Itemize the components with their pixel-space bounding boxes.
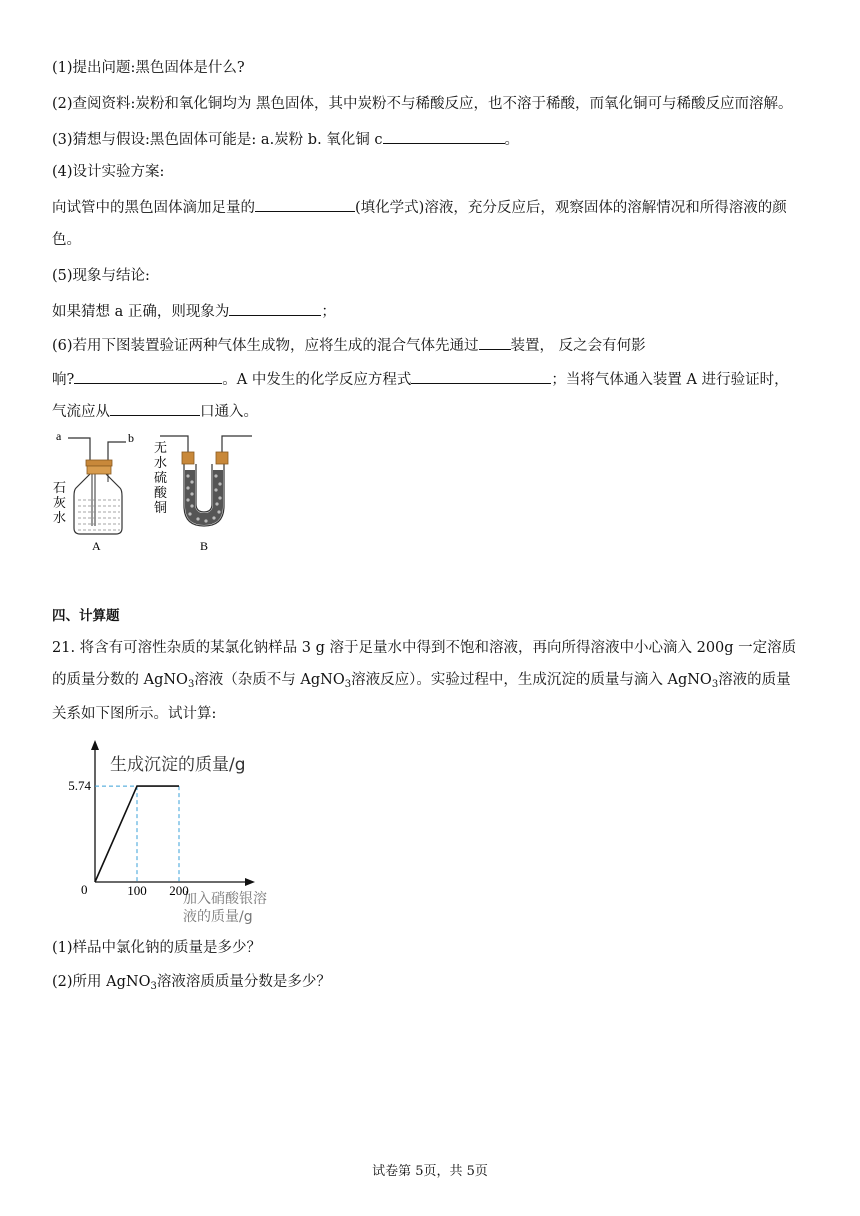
q21-line3: 关系如下图所示。试计算:: [52, 706, 217, 722]
bottle-label-1: 石: [53, 481, 67, 496]
bottle-label-2: 灰: [53, 496, 67, 511]
q20-step3: [52, 128, 519, 150]
u-tube-inner: [196, 464, 212, 512]
utube-label-2: 水: [154, 456, 168, 471]
x-axis-arrow: [245, 878, 255, 886]
q21-text-a: 的质量分数的 AgNO: [52, 672, 188, 688]
label-a: a: [56, 429, 62, 443]
q20-step3-end: 。: [504, 132, 520, 148]
q20-step6: [52, 334, 646, 356]
q20-step1: (1)提出问题:黑色固体是什么?: [52, 60, 245, 76]
u-tube: [160, 436, 252, 526]
answer-blank-inlet[interactable]: [110, 400, 200, 416]
utube-label-5: 铜: [154, 501, 168, 516]
q21-text-c: 溶液反应）。实验过程中，生成沉淀的质量与滴入 AgNO: [351, 672, 712, 688]
q21-line2: [52, 670, 791, 690]
caption-b: B: [200, 539, 209, 553]
q21-part2-text-a: (2)所用 AgNO: [52, 974, 151, 990]
answer-blank-equation[interactable]: [411, 368, 551, 384]
dashed-guides: [95, 786, 179, 882]
y-tick-5-74: 5.74: [68, 778, 91, 794]
q20-step4-line2: 色。: [52, 232, 81, 248]
q20-step6-text-a: (6)若用下图装置验证两种气体生成物，应将生成的混合气体先通过: [52, 338, 479, 354]
q21-text-b: 溶液（杂质不与 AgNO: [194, 672, 345, 688]
q20-step5: (5)现象与结论:: [52, 268, 150, 284]
copper-sulfate-fill: [185, 470, 223, 525]
q20-step2: (2)查阅资料:炭粉和氧化铜均为 黑色固体，其中炭粉不与稀酸反应，也不溶于稀酸，而氧化铜可与稀酸反应而溶解。: [52, 96, 793, 112]
bottle-label-3: 水: [53, 511, 67, 526]
q20-step4-line1: [52, 196, 787, 218]
subscript-3: 3: [187, 679, 195, 690]
y-axis-label: 生成沉淀的质量/g: [110, 755, 246, 775]
utube-label-1: 无: [154, 441, 168, 456]
utube-label-4: 酸: [154, 486, 168, 501]
q21-text-d: 溶液的质量: [718, 672, 791, 688]
q21-part2: [52, 972, 331, 992]
q21-line1: 21. 将含有可溶性杂质的某氯化钠样品 3 g 溶于足量水中得到不饱和溶液，再向所得溶液中小心滴入 200g 一定溶质: [52, 640, 797, 656]
stopper-bottom: [87, 466, 111, 474]
u-stopper-left: [182, 452, 194, 464]
page-footer: 试卷第 5页，共 5页: [372, 1164, 488, 1179]
inlet-tube-a: [68, 438, 90, 462]
stopper-top: [86, 460, 112, 466]
subscript-3: 3: [344, 679, 352, 690]
q20-step6-text-c: 响?: [52, 372, 75, 388]
subscript-3: 3: [150, 981, 157, 992]
q21-part1: (1)样品中氯化钠的质量是多少？: [52, 940, 262, 956]
outlet-tube-b: [108, 442, 126, 462]
q20-step5-text-b: ；: [321, 304, 336, 320]
q20-step6-text-g: 口通入。: [200, 404, 258, 420]
u-stopper-right: [216, 452, 228, 464]
origin-label: 0: [81, 882, 88, 897]
answer-blank-c[interactable]: [383, 128, 505, 144]
q20-step5-line1: [52, 300, 336, 322]
section-heading: 四、计算题: [52, 608, 120, 624]
q20-step5-text-a: 如果猜想 a 正确，则现象为: [52, 304, 230, 320]
x-axis-label-line1: 加入硝酸银溶: [183, 891, 267, 907]
caption-a: A: [92, 539, 101, 553]
x-axis-label-line2: 液的质量/g: [183, 909, 253, 925]
x-tick-100: 100: [127, 883, 147, 898]
q20-step3-text: (3)猜想与假设:黑色固体可能是: a.炭粉 b. 氧化铜 c: [52, 132, 383, 148]
q20-step6-text-b: 装置， 反之会有何影: [510, 338, 646, 354]
q20-step4-text-b: (填化学式)溶液，充分反应后，观察固体的溶解情况和所得溶液的颜: [355, 200, 787, 216]
q20-step6-text-e: ；当将气体通入装置 A 进行验证时，: [551, 372, 789, 388]
answer-blank-phenomenon[interactable]: [229, 300, 321, 316]
bottle-body: [74, 474, 122, 534]
utube-label-3: 硫: [154, 471, 168, 486]
answer-blank-device[interactable]: [479, 334, 511, 350]
y-axis-arrow: [91, 740, 99, 750]
q20-step6-line2: [52, 368, 789, 390]
q20-step4: (4)设计实验方案:: [52, 164, 165, 180]
q20-step6-text-f: 气流应从: [52, 404, 110, 420]
precipitate-chart: [40, 730, 330, 930]
q20-step4-text-a: 向试管中的黑色固体滴加足量的: [52, 200, 255, 216]
answer-blank-formula[interactable]: [255, 196, 355, 212]
washing-bottle: [68, 438, 126, 534]
q20-step6-text-d: 。A 中发生的化学反应方程式: [222, 372, 412, 388]
q20-step6-line3: [52, 400, 258, 422]
limewater-lines: [78, 500, 120, 530]
q21-part2-text-b: 溶液溶质质量分数是多少？: [156, 974, 331, 990]
subscript-3: 3: [711, 679, 719, 690]
apparatus-figure: [48, 426, 268, 554]
u-tube-right-pipe: [222, 436, 252, 454]
label-b: b: [128, 431, 134, 445]
x-tick-200: 200: [169, 883, 189, 898]
answer-blank-effect[interactable]: [74, 368, 222, 384]
